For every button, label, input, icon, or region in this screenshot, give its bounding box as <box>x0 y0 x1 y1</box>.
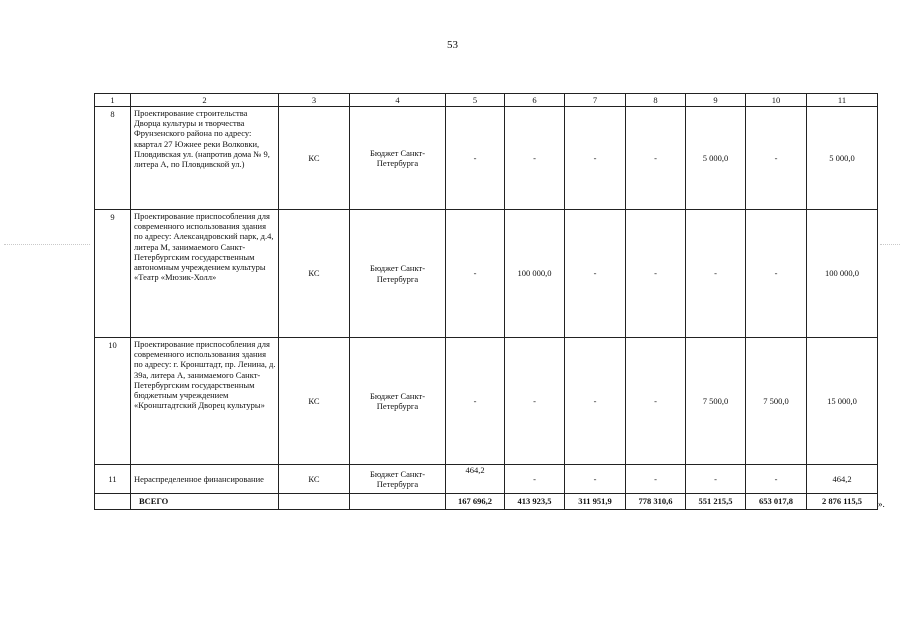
code-cell: КС <box>279 107 350 210</box>
project-name: Нераспределенное финансирование <box>131 465 279 494</box>
value-cell: 7 500,0 <box>746 338 807 465</box>
funding-source: Бюджет Санкт-Петербурга <box>350 465 446 494</box>
value-cell: - <box>565 107 626 210</box>
value-cell: - <box>626 107 686 210</box>
column-number: 2 <box>131 94 279 107</box>
column-number: 6 <box>505 94 565 107</box>
scan-artifact-line-right <box>880 244 900 245</box>
value-cell: - <box>565 465 626 494</box>
value-cell: - <box>746 107 807 210</box>
column-number: 11 <box>807 94 878 107</box>
total-value: 413 923,5 <box>505 494 565 510</box>
total-value-cell: 15 000,0 <box>807 338 878 465</box>
total-label: ВСЕГО <box>131 494 279 510</box>
grand-total-value: 2 876 115,5 <box>807 494 878 510</box>
value-cell: - <box>626 338 686 465</box>
total-row-number <box>95 494 131 510</box>
column-number: 9 <box>686 94 746 107</box>
funding-source: Бюджет Санкт-Петербурга <box>350 210 446 338</box>
scan-artifact-line-left <box>4 244 90 245</box>
total-code <box>279 494 350 510</box>
total-value-cell: 464,2 <box>807 465 878 494</box>
row-number: 10 <box>95 338 131 465</box>
value-cell: - <box>565 210 626 338</box>
code-cell: КС <box>279 338 350 465</box>
total-source <box>350 494 446 510</box>
value-cell: - <box>505 107 565 210</box>
total-value: 778 310,6 <box>626 494 686 510</box>
value-cell: 5 000,0 <box>686 107 746 210</box>
value-cell: - <box>446 210 505 338</box>
value-cell: - <box>746 210 807 338</box>
table-row <box>95 465 878 494</box>
column-number: 4 <box>350 94 446 107</box>
closing-quote-mark: ». <box>878 499 885 509</box>
code-cell: КС <box>279 465 350 494</box>
column-number: 7 <box>565 94 626 107</box>
row-number: 11 <box>95 465 131 494</box>
value-cell: - <box>626 465 686 494</box>
value-cell: - <box>505 338 565 465</box>
project-name: Проектирование приспособления для современного использования здания по адресу: Александровский парк, д.4, литера М, занимаемого Санкт-Петербургским государственным автономным учреждением культуры «Театр «Мюзик-Холл» <box>131 210 279 338</box>
table-row <box>95 107 878 210</box>
page-number: 53 <box>447 39 458 51</box>
table-row <box>95 338 878 465</box>
column-number: 8 <box>626 94 686 107</box>
total-value: 551 215,5 <box>686 494 746 510</box>
total-value-cell: 5 000,0 <box>807 107 878 210</box>
project-name: Проектирование строительства Дворца культуры и творчества Фрунзенского района по адресу: квартал 27 Южнее реки Волковки, Пловдивская ул. (напротив дома № 9, литера А, по Пловдивской ул.) <box>131 107 279 210</box>
value-cell: 100 000,0 <box>505 210 565 338</box>
funding-source: Бюджет Санкт-Петербурга <box>350 107 446 210</box>
total-value: 311 951,9 <box>565 494 626 510</box>
project-name: Проектирование приспособления для современного использования здания по адресу: г. Кронштадт, пр. Ленина, д. 39а, литера А, занимаемого Санкт-Петербургским государственным бюджетным учреждением «Кронштадтский Дворец культуры» <box>131 338 279 465</box>
column-number: 5 <box>446 94 505 107</box>
value-cell: - <box>446 338 505 465</box>
code-cell: КС <box>279 210 350 338</box>
value-cell: - <box>626 210 686 338</box>
total-value: 653 017,8 <box>746 494 807 510</box>
budget-table <box>94 93 878 510</box>
value-cell: - <box>565 338 626 465</box>
row-number: 9 <box>95 210 131 338</box>
value-cell: - <box>686 465 746 494</box>
value-cell: - <box>686 210 746 338</box>
value-cell: - <box>746 465 807 494</box>
value-cell: - <box>446 107 505 210</box>
total-row <box>95 494 878 510</box>
row-number: 8 <box>95 107 131 210</box>
funding-source: Бюджет Санкт-Петербурга <box>350 338 446 465</box>
total-value-cell: 100 000,0 <box>807 210 878 338</box>
total-value: 167 696,2 <box>446 494 505 510</box>
table-row <box>95 210 878 338</box>
column-number: 10 <box>746 94 807 107</box>
column-number: 1 <box>95 94 131 107</box>
value-cell: 7 500,0 <box>686 338 746 465</box>
value-cell: 464,2 <box>446 465 505 494</box>
value-cell: - <box>505 465 565 494</box>
column-number: 3 <box>279 94 350 107</box>
column-number-row <box>95 94 878 107</box>
